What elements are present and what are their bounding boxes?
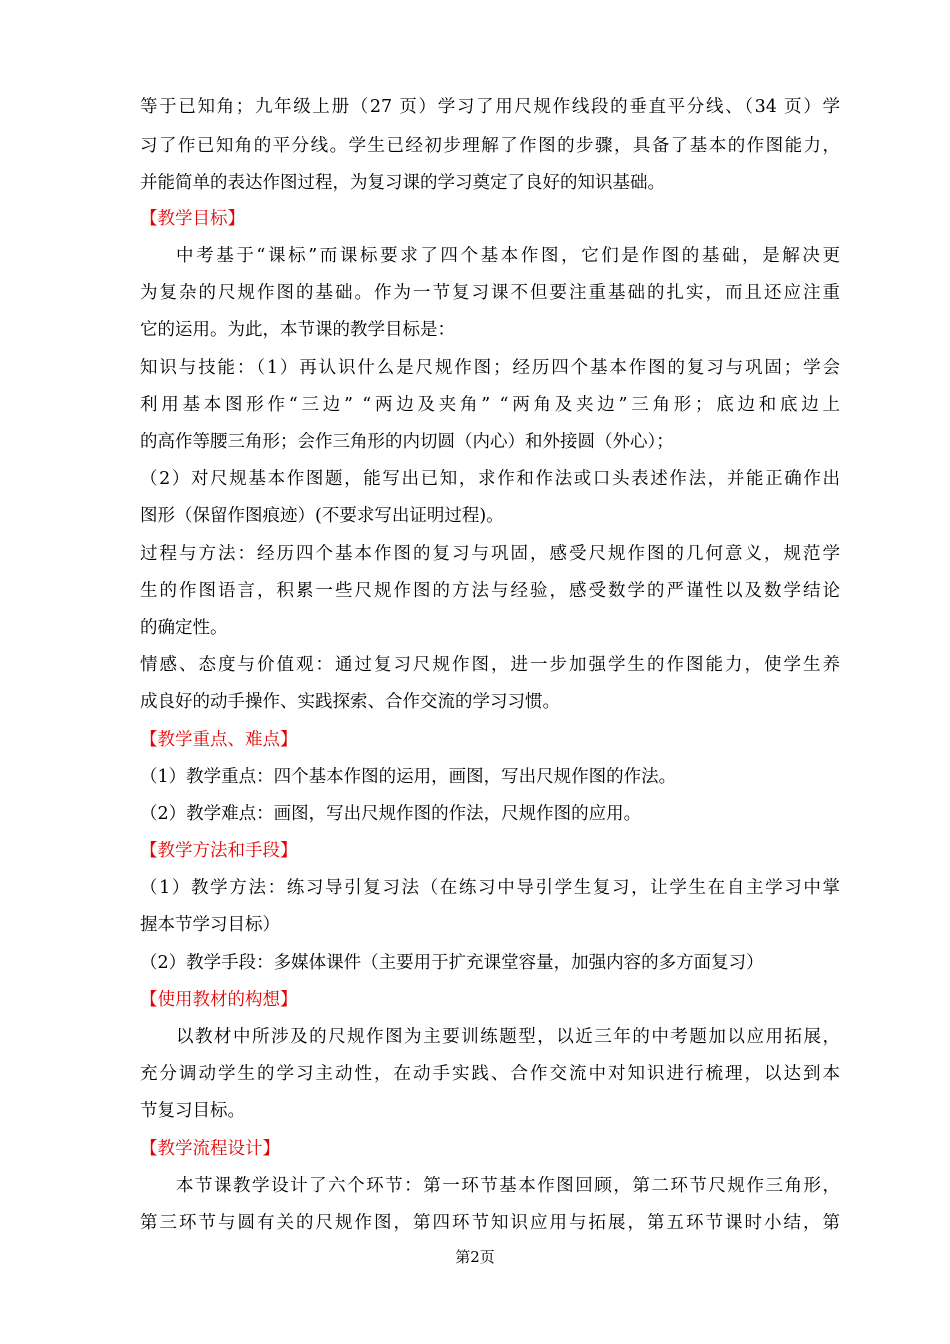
paragraph-line: 生的作图语言，积累一些尺规作图的方法与经验，感受数学的严谨性以及数学结论: [140, 581, 840, 601]
paragraph-line: （2）对尺规基本作图题，能写出已知，求作和作法或口头表述作法，并能正确作出: [140, 469, 840, 489]
paragraph-line: 充分调动学生的学习主动性，在动手实践、合作交流中对知识进行梳理，以达到本: [140, 1064, 840, 1084]
paragraph-line: 的高作等腰三角形；会作三角形的内切圆（内心）和外接圆（外心）；: [140, 432, 674, 452]
paragraph-line: 知识与技能：（1）再认识什么是尺规作图；经历四个基本作图的复习与巩固；学会: [140, 358, 840, 378]
section-heading-textbook-plan: 【使用教材的构想】: [140, 990, 298, 1010]
section-heading-key-points: 【教学重点、难点】: [140, 730, 298, 750]
paragraph-line: （2）教学手段：多媒体课件（主要用于扩充课堂容量，加强内容的多方面复习）: [140, 953, 764, 973]
paragraph-line: 习了作已知角的平分线。学生已经初步理解了作图的步骤，具备了基本的作图能力，: [140, 136, 840, 156]
paragraph-line: 利用基本图形作“三边” “两边及夹角” “两角及夹边”三角形；底边和底边上: [140, 395, 840, 415]
page-number: 第2页: [455, 1248, 495, 1266]
paragraph-line: 过程与方法：经历四个基本作图的复习与巩固，感受尺规作图的几何意义，规范学: [140, 544, 840, 564]
paragraph-line: 本节课教学设计了六个环节：第一环节基本作图回顾，第二环节尺规作三角形，: [176, 1176, 840, 1196]
section-heading-methods: 【教学方法和手段】: [140, 841, 298, 861]
paragraph-line: 的确定性。: [140, 618, 228, 638]
paragraph-line: 情感、态度与价值观：通过复习尺规作图，进一步加强学生的作图能力，使学生养: [140, 655, 840, 675]
paragraph-line: （1）教学方法：练习导引复习法（在练习中导引学生复习，让学生在自主学习中掌: [140, 878, 840, 898]
paragraph-line: 节复习目标。: [140, 1101, 245, 1121]
paragraph-line: 为复杂的尺规作图的基础。作为一节复习课不但要注重基础的扎实，而且还应注重: [140, 283, 840, 303]
paragraph-line: 以教材中所涉及的尺规作图为主要训练题型，以近三年的中考题加以应用拓展，: [176, 1027, 840, 1047]
paragraph-line: 握本节学习目标）: [140, 915, 280, 935]
section-heading-flow-design: 【教学流程设计】: [140, 1139, 280, 1159]
paragraph-line: 中考基于“课标”而课标要求了四个基本作图，它们是作图的基础，是解决更: [176, 246, 840, 266]
paragraph-line: （2）教学难点：画图，写出尺规作图的作法，尺规作图的应用。: [140, 804, 642, 824]
section-heading-teaching-goals: 【教学目标】: [140, 209, 245, 229]
paragraph-line: 成良好的动手操作、实践探索、合作交流的学习习惯。: [140, 692, 560, 712]
paragraph-line: 图形（保留作图痕迹）(不要求写出证明过程)。: [140, 506, 504, 526]
paragraph-line: 第三环节与圆有关的尺规作图，第四环节知识应用与拓展，第五环节课时小结，第: [140, 1213, 840, 1233]
paragraph-line: 等于已知角；九年级上册（27 页）学习了用尺规作线段的垂直平分线、（34 页）学: [140, 97, 840, 117]
paragraph-line: （1）教学重点：四个基本作图的运用，画图，写出尺规作图的作法。: [140, 767, 677, 787]
paragraph-line: 它的运用。为此，本节课的教学目标是：: [140, 320, 455, 340]
paragraph-line: 并能简单的表达作图过程，为复习课的学习奠定了良好的知识基础。: [140, 173, 665, 193]
